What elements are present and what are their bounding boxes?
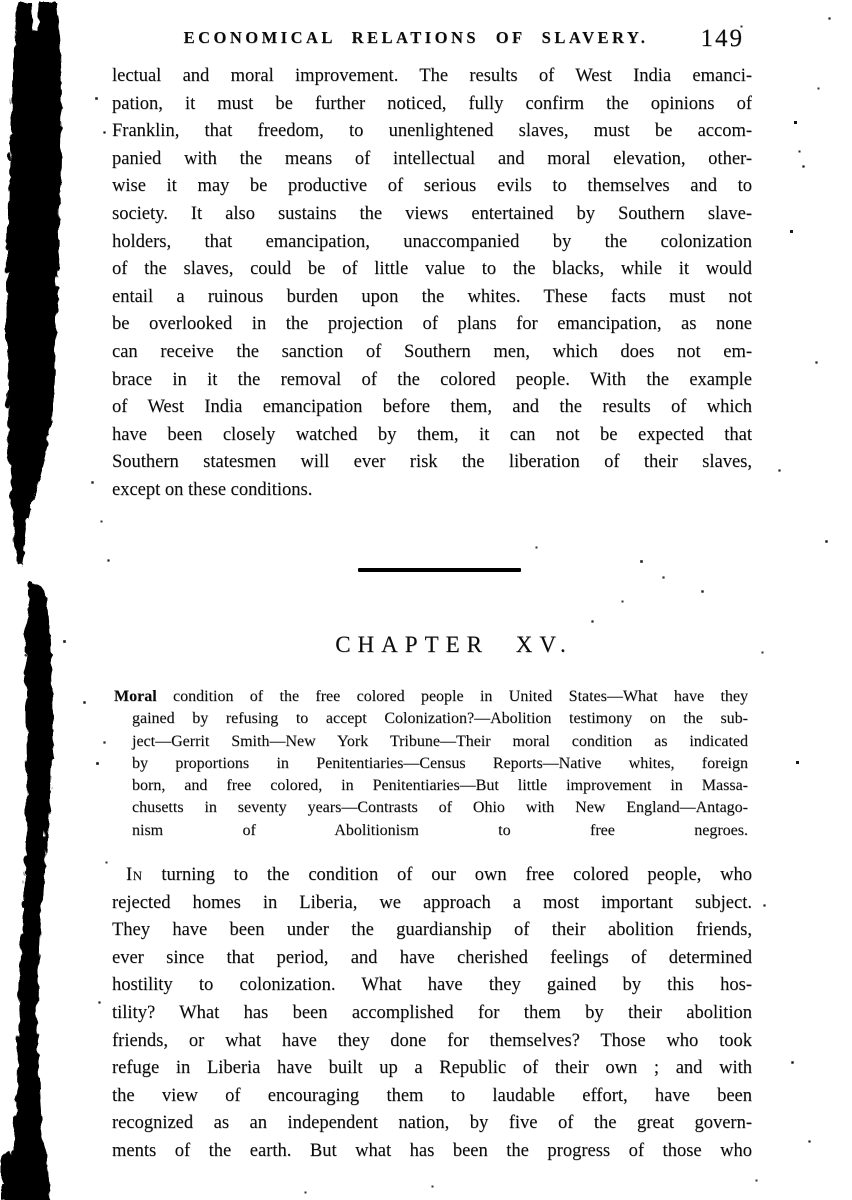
- artifact-top-blob: [5, 0, 59, 563]
- text-line: brace in it the removal of the colored people. With the example: [112, 369, 752, 390]
- text-line: refuge in Liberia have built up a Republic of their own ; and with: [112, 1058, 752, 1079]
- paragraph-first-line-rest: turning to the condition of our own free colored people, who: [161, 865, 752, 885]
- scan-binding-artifact: [0, 0, 70, 1200]
- section-divider-rule: [358, 568, 521, 572]
- running-head: [112, 25, 752, 58]
- synopsis-first-line-rest: condition of the free colored people in United States—What have they: [173, 688, 748, 705]
- text-line: tility? What has been accomplished for them by their abolition: [112, 1002, 752, 1023]
- text-line: born, and free colored, in Penitentiaries—But little improvement in Massa-: [132, 777, 748, 795]
- text-line: by proportions in Penitentiaries—Census Reports—Native whites, foreign: [132, 754, 748, 772]
- paragraph-first-line: [112, 862, 752, 890]
- text-line: rejected homes in Liberia, we approach a most important subject.: [112, 892, 752, 913]
- paragraph-lead-word: In: [126, 865, 143, 885]
- paragraph-continuation-lines: [112, 890, 752, 1166]
- text-line: friends, or what have they done for themselves? Those who took: [112, 1030, 752, 1051]
- synopsis-continuation-lines: [114, 708, 748, 842]
- text-line: chusetts in seventy years—Contrasts of Ohio with New England—Antago-: [132, 799, 748, 817]
- text-line: of West India emancipation before them, and the results of which: [112, 397, 752, 418]
- chapter-heading: CHAPTER XV.: [335, 632, 573, 657]
- running-head-title: ECONOMICAL RELATIONS OF SLAVERY.: [183, 28, 649, 47]
- synopsis-lead-word: Moral: [114, 688, 157, 705]
- page-number: 149: [700, 25, 744, 52]
- text-line: of the slaves, could be of little value to the blacks, while it would: [112, 259, 752, 280]
- text-line: gained by refusing to accept Colonization?—Abolition testimony on the sub-: [132, 710, 748, 728]
- text-line: can receive the sanction of Southern men, which does not em-: [112, 341, 752, 362]
- text-line: entail a ruinous burden upon the whites. These facts must not: [112, 286, 752, 307]
- artifact-bottom-streak: [0, 581, 51, 1200]
- text-line: wise it may be productive of serious evils to themselves and to: [112, 176, 752, 197]
- text-line: They have been under the guardianship of their abolition friends,: [112, 920, 752, 941]
- text-line: ments of the earth. But what has been the progress of those who: [112, 1140, 752, 1161]
- text-line: ever since that period, and have cherished feelings of determined: [112, 947, 752, 968]
- text-line: except on these conditions.: [112, 479, 313, 500]
- text-line: have been closely watched by them, it can not be expected that: [112, 424, 752, 445]
- text-line: holders, that emancipation, unaccompanied by the colonization: [112, 231, 752, 252]
- text-line: hostility to colonization. What have they gained by this hos-: [112, 975, 752, 996]
- text-line: be overlooked in the projection of plans for emancipation, as none: [112, 314, 752, 335]
- text-line: Franklin, that freedom, to unenlightened slaves, must be accom-: [112, 121, 752, 142]
- scan-noise-specks: [0, 0, 1, 1]
- text-line: the view of encouraging them to laudable effort, have been: [112, 1085, 752, 1106]
- body-paragraph-continued: [112, 63, 752, 505]
- synopsis-first-line: [114, 686, 748, 708]
- text-line: society. It also sustains the views entertained by Southern slave-: [112, 203, 752, 224]
- chapter-synopsis: [114, 686, 748, 842]
- text-line: ject—Gerrit Smith—New York Tribune—Their moral condition as indicated: [132, 732, 748, 750]
- text-line: pation, it must be further noticed, fully confirm the opinions of: [112, 93, 752, 114]
- text-line: Southern statesmen will ever risk the liberation of their slaves,: [112, 452, 752, 473]
- text-line: panied with the means of intellectual and moral elevation, other-: [112, 148, 752, 169]
- text-line: lectual and moral improvement. The results of West India emanci-: [112, 66, 752, 86]
- chapter-opening-paragraph: [112, 862, 752, 1166]
- text-line: nism of Abolitionism to free negroes.: [132, 821, 748, 839]
- text-line: recognized as an independent nation, by five of the great govern-: [112, 1113, 752, 1134]
